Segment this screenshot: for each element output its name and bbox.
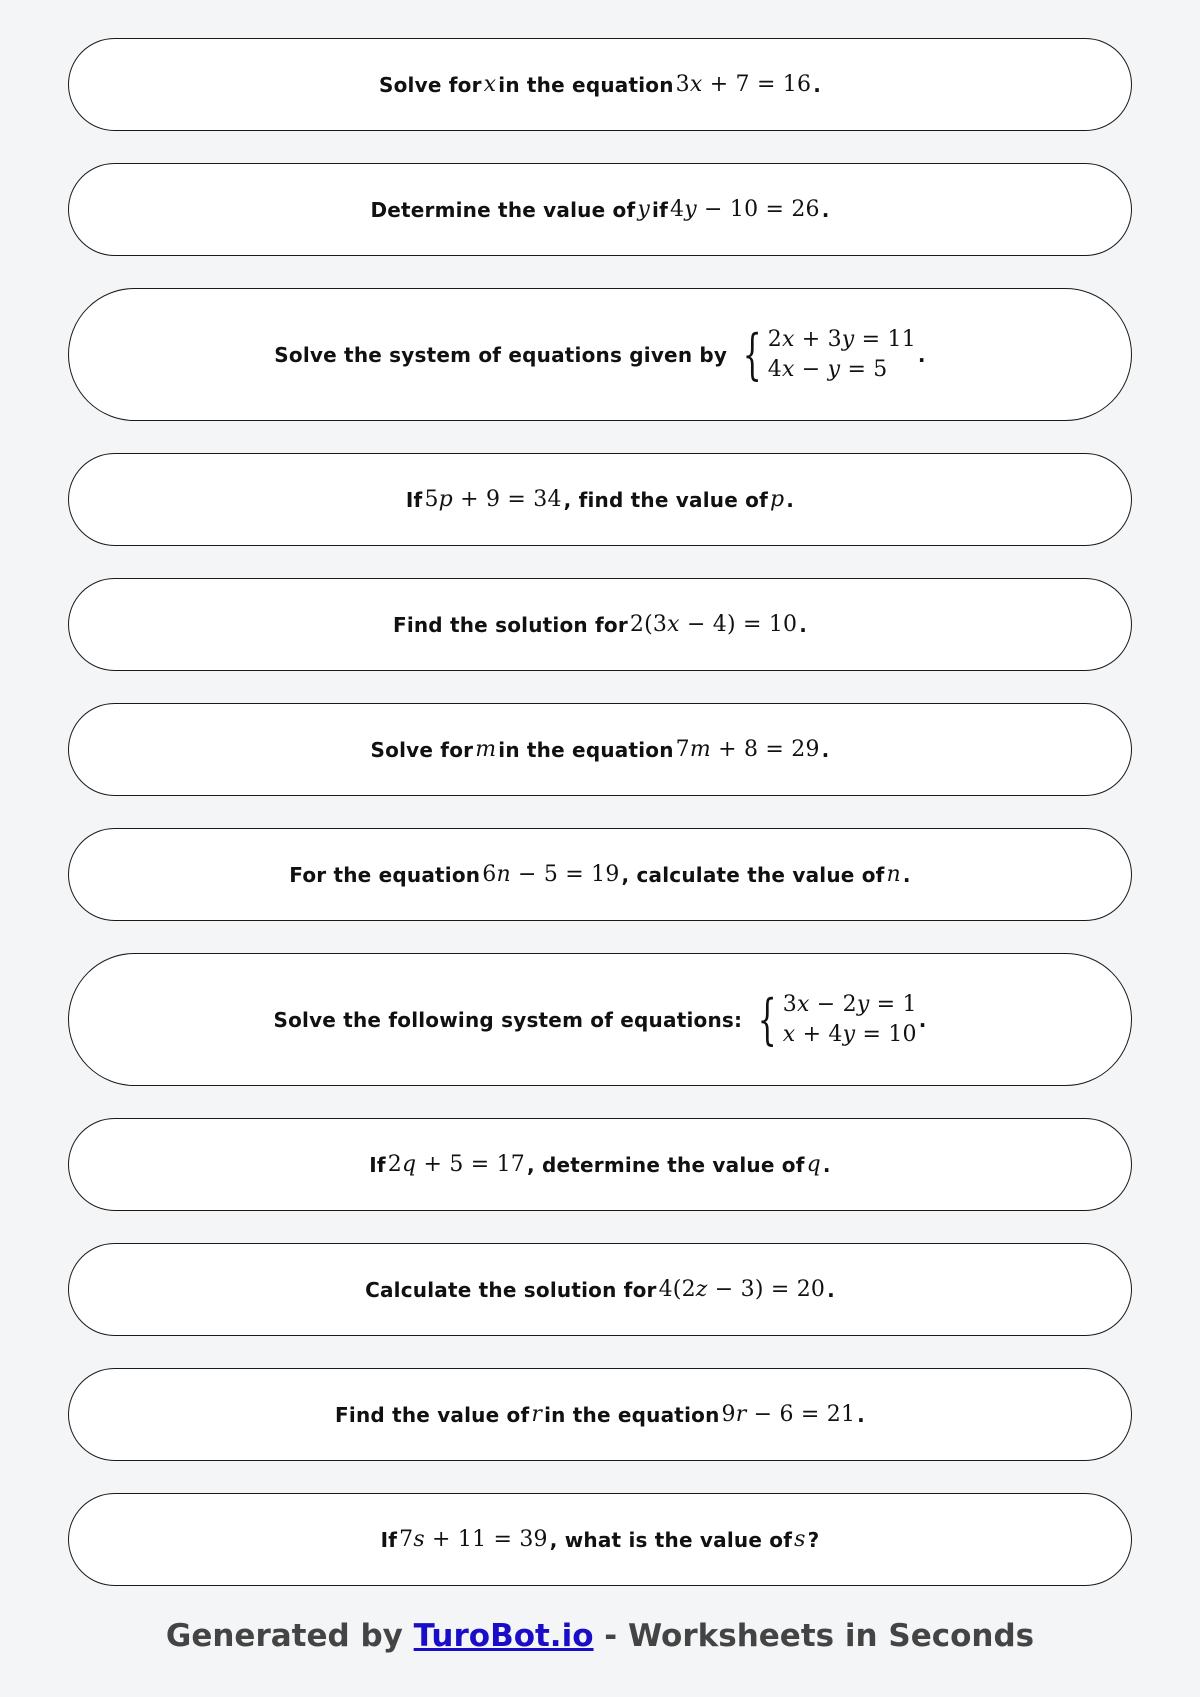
- math-expression: 5p + 9 = 34: [424, 487, 562, 512]
- math-expression: 4y − 10 = 26: [669, 197, 820, 222]
- footer-prefix: Generated by: [165, 1618, 414, 1654]
- question-punctuation: .: [827, 1277, 835, 1302]
- question-text: in the equation: [498, 737, 674, 762]
- math-expression: 2q + 5 = 17: [387, 1152, 525, 1177]
- turobot-link[interactable]: TuroBot.io: [413, 1618, 594, 1654]
- system-equation-1: 2x + 3y = 11: [767, 326, 916, 352]
- math-expression: 4(2z − 3) = 20: [658, 1277, 826, 1302]
- system-equation-2: x + 4y = 10: [782, 1021, 917, 1047]
- question-text: , find the value of: [563, 487, 768, 512]
- question-text: if: [652, 197, 668, 222]
- math-expression: x: [483, 72, 497, 97]
- question-text: If: [405, 487, 423, 512]
- question-punctuation: .: [821, 197, 830, 222]
- left-brace: {: [757, 987, 777, 1051]
- question-text: in the equation: [498, 72, 674, 97]
- math-expression: r: [531, 1402, 543, 1427]
- math-expression: y: [637, 197, 651, 222]
- question-text: in the equation: [544, 1402, 720, 1427]
- question-6: [68, 703, 1132, 796]
- math-expression: 3x + 7 = 16: [675, 72, 812, 97]
- question-10: [68, 1243, 1132, 1336]
- left-brace: {: [742, 322, 762, 386]
- math-expression: n: [886, 862, 901, 887]
- question-text: Solve the system of equations given by: [274, 342, 728, 367]
- footer: [0, 1618, 1200, 1654]
- question-punctuation: .: [917, 342, 926, 367]
- question-punctuation: .: [786, 487, 795, 512]
- question-punctuation: .: [822, 1152, 831, 1177]
- question-punctuation: .: [857, 1402, 865, 1427]
- question-2: [68, 163, 1132, 256]
- question-11: [68, 1368, 1132, 1461]
- math-expression: 7m + 8 = 29: [675, 737, 820, 762]
- equation-system: [750, 987, 917, 1051]
- question-text: Find the solution for: [392, 612, 628, 637]
- math-expression: 2(3x − 4) = 10: [629, 612, 798, 637]
- question-punctuation: .: [799, 612, 808, 637]
- system-equation-2: 4x − y = 5: [767, 356, 888, 382]
- question-punctuation: ?: [807, 1527, 820, 1552]
- math-expression: s: [794, 1527, 806, 1552]
- question-text: Solve for: [370, 737, 474, 762]
- math-expression: q: [806, 1152, 821, 1177]
- question-text: If: [369, 1152, 386, 1177]
- question-4: [68, 453, 1132, 546]
- math-expression: 6n − 5 = 19: [482, 862, 620, 887]
- question-text: If: [380, 1527, 398, 1552]
- question-text: , what is the value of: [549, 1527, 793, 1552]
- math-expression: 9r − 6 = 21: [721, 1402, 856, 1427]
- equation-system: [735, 322, 916, 386]
- question-1: [68, 38, 1132, 131]
- question-text: Calculate the solution for: [365, 1277, 657, 1302]
- question-punctuation: .: [813, 72, 821, 97]
- footer-suffix: - Worksheets in Seconds: [593, 1618, 1035, 1654]
- question-text: For the equation: [289, 862, 481, 887]
- system-equation-1: 3x − 2y = 1: [782, 991, 917, 1017]
- question-12: [68, 1493, 1132, 1586]
- question-8: [68, 953, 1132, 1086]
- math-expression: m: [475, 737, 497, 762]
- question-text: Determine the value of: [370, 197, 636, 222]
- question-5: [68, 578, 1132, 671]
- question-text: , calculate the value of: [621, 862, 885, 887]
- question-punctuation: .: [902, 862, 911, 887]
- question-7: [68, 828, 1132, 921]
- worksheet: [68, 38, 1132, 1586]
- question-text: Solve the following system of equations:: [273, 1007, 743, 1032]
- math-expression: p: [770, 487, 785, 512]
- question-punctuation: .: [918, 1007, 927, 1032]
- question-text: Find the value of: [335, 1402, 530, 1427]
- question-9: [68, 1118, 1132, 1211]
- math-expression: 7s + 11 = 39: [399, 1527, 548, 1552]
- question-3: [68, 288, 1132, 421]
- question-text: Solve for: [378, 72, 482, 97]
- question-punctuation: .: [821, 737, 830, 762]
- question-text: , determine the value of: [527, 1152, 805, 1177]
